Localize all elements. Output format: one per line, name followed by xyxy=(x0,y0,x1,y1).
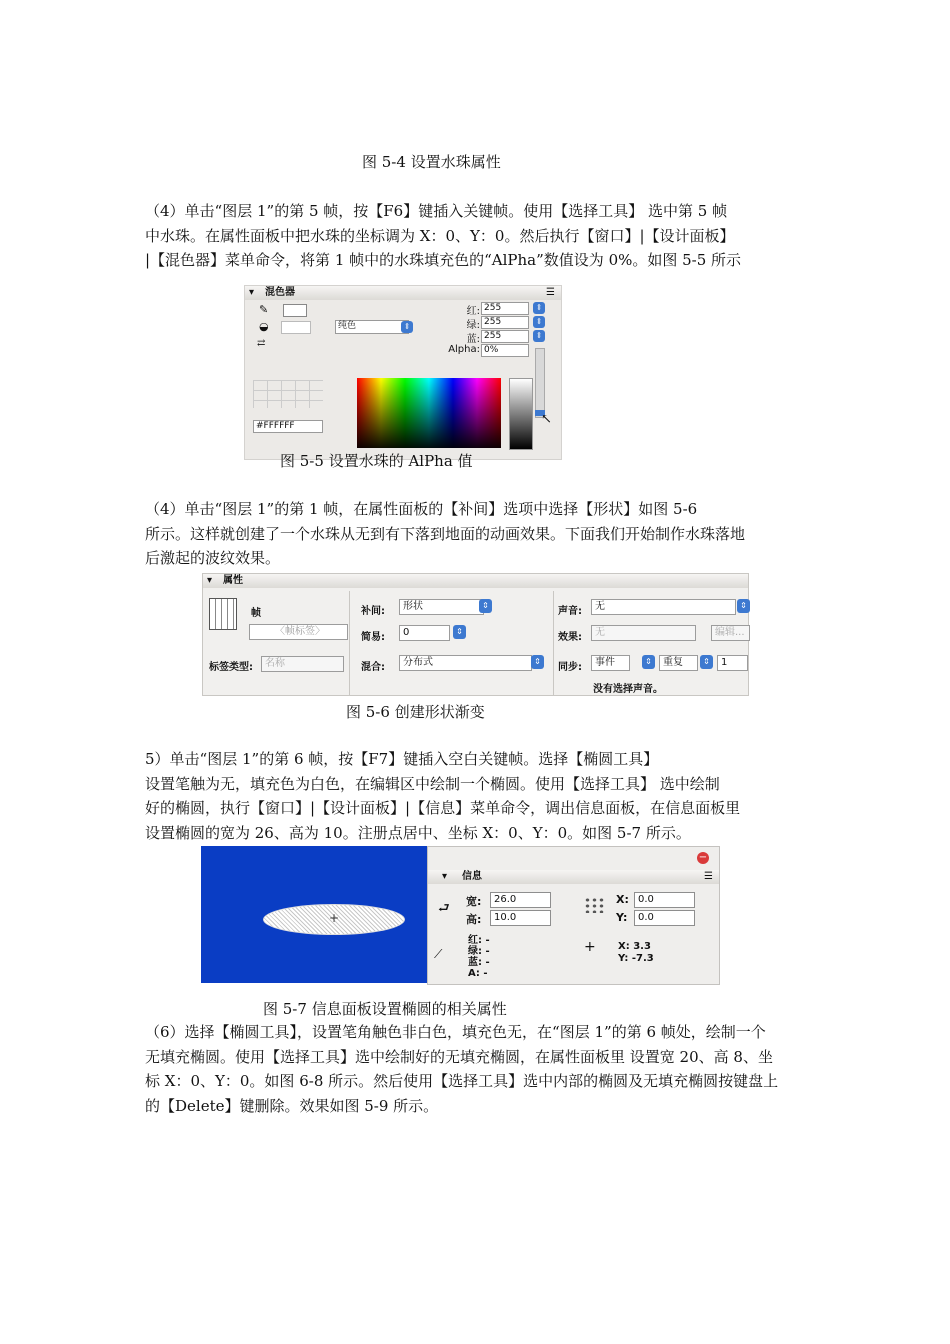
frame-label-input[interactable] xyxy=(249,624,348,640)
alpha-slider-track[interactable] xyxy=(535,348,545,418)
frame-label-placeholder: 〈帧标签〉 xyxy=(275,626,325,637)
y-label: Y: xyxy=(616,911,628,924)
paragraph-1 xyxy=(145,199,810,273)
divider xyxy=(349,591,350,695)
blue-label: 蓝: xyxy=(466,334,480,345)
panel-menu-icon[interactable]: ☰ xyxy=(546,287,555,298)
transform-icon: ⮐ xyxy=(438,901,450,916)
fill-type-spinner-icon[interactable]: ⇕ xyxy=(401,321,413,333)
info-title-bar xyxy=(428,870,719,884)
blend-select[interactable]: 分布式 xyxy=(399,655,532,671)
paragraph-line: 无填充椭圆。使用【选择工具】选中绘制好的无填充椭圆，在属性面板里 设置宽 20、高 8、坐 xyxy=(145,1047,773,1066)
crosshair-icon: + xyxy=(584,939,596,955)
registration-grid-icon[interactable] xyxy=(584,897,606,913)
mouse-cursor-icon: ↖ xyxy=(541,412,552,427)
pencil-icon[interactable]: ✎ xyxy=(259,303,269,316)
info-panel xyxy=(427,846,720,985)
cursor-x-readout: X: 3.3 xyxy=(618,941,651,952)
width-field[interactable]: 26.0 xyxy=(490,892,551,908)
paragraph-line: 标 X：0、Y：0。如图 6-8 所示。然后使用【选择工具】选中内部的椭圆及无填充椭圆按键盘上 xyxy=(145,1072,779,1090)
color-mixer-panel xyxy=(244,285,562,460)
collapse-arrow-icon[interactable]: ▾ xyxy=(249,287,255,298)
edit-button[interactable]: 编辑... xyxy=(711,625,750,641)
paragraph-line: 5）单击“图层 1”的第 6 帧，按【F7】键插入空白关键帧。选择【椭圆工具】 xyxy=(145,750,659,768)
label-type-select[interactable]: 名称 xyxy=(261,656,344,672)
ease-field[interactable]: 0 xyxy=(399,625,450,641)
effect-select[interactable]: 无 xyxy=(591,625,696,641)
registration-point-icon: + xyxy=(329,911,340,925)
caption-fig-5-5: 图 5-5 设置水珠的 AlPha 值 xyxy=(280,452,473,470)
collapse-arrow-icon[interactable]: ▾ xyxy=(207,575,213,586)
no-sound-text: 没有选择声音。 xyxy=(593,684,663,695)
paragraph-4 xyxy=(145,1020,810,1118)
sync-label: 同步: xyxy=(558,662,582,673)
paragraph-line: 后激起的波纹效果。 xyxy=(145,549,281,567)
tween-label: 补间: xyxy=(361,606,385,617)
fill-type-select[interactable] xyxy=(335,320,409,334)
paragraph-line: 设置笔触为无，填充色为白色，在编辑区中绘制一个椭圆。使用【选择工具】 选中绘制 xyxy=(145,774,720,793)
red-label: 红: xyxy=(466,306,480,317)
stage-canvas[interactable] xyxy=(201,846,427,983)
alpha-label: Alpha: xyxy=(448,344,480,355)
tween-select[interactable]: 形状 xyxy=(399,599,484,615)
caption-fig-5-6: 图 5-6 创建形状渐变 xyxy=(346,703,485,721)
red-spinner-icon[interactable]: ⇕ xyxy=(533,302,545,314)
sound-spinner-icon[interactable]: ⇕ xyxy=(737,599,750,613)
blend-spinner-icon[interactable]: ⇕ xyxy=(531,655,544,669)
paragraph-2 xyxy=(145,497,810,571)
height-label: 高: xyxy=(466,913,482,926)
eyedropper-icon: ⟋ xyxy=(434,947,443,961)
paragraph-line: |【混色器】菜单命令，将第 1 帧中的水珠填充色的“AlPha”数值设为 0%。如图 5-5 所示 xyxy=(145,251,742,269)
ease-spinner-icon[interactable]: ⇕ xyxy=(453,625,466,639)
tween-spinner-icon[interactable]: ⇕ xyxy=(479,599,492,613)
paragraph-line: （4）单击“图层 1”的第 5 帧，按【F6】键插入关键帧。使用【选择工具】 选中第 5 帧 xyxy=(145,202,728,220)
props-title-bar xyxy=(203,574,748,588)
fill-type-value: 纯色 xyxy=(338,321,357,331)
label-type-label: 标签类型: xyxy=(209,662,253,673)
x-label: X: xyxy=(616,893,629,906)
paragraph-line: 中水珠。在属性面板中把水珠的坐标调为 X：0、Y：0。然后执行【窗口】|【设计面板】 xyxy=(145,226,735,245)
blue-field[interactable]: 255 xyxy=(481,330,529,343)
props-title: 属性 xyxy=(223,575,243,586)
collapse-arrow-icon[interactable]: ▾ xyxy=(442,871,448,882)
width-label: 宽: xyxy=(466,895,482,908)
green-field[interactable]: 255 xyxy=(481,316,529,329)
height-field[interactable]: 10.0 xyxy=(490,910,551,926)
alpha-readout: A: - xyxy=(468,968,488,979)
hex-field[interactable]: #FFFFFF xyxy=(253,420,323,433)
sync-select[interactable]: 事件 xyxy=(591,655,630,671)
ease-label: 简易: xyxy=(361,632,385,643)
paragraph-line: 好的椭圆，执行【窗口】|【设计面板】|【信息】菜单命令，调出信息面板，在信息面板里 xyxy=(145,799,741,817)
paragraph-line: 设置椭圆的宽为 26、高为 10。注册点居中、坐标 X：0、Y：0。如图 5-7 所示。 xyxy=(145,823,691,842)
color-spectrum[interactable] xyxy=(357,378,501,448)
caption-fig-5-7: 图 5-7 信息面板设置椭圆的相关属性 xyxy=(263,1000,507,1018)
green-label: 绿: xyxy=(466,320,480,331)
sound-label: 声音: xyxy=(558,606,582,617)
bucket-icon[interactable]: ◒ xyxy=(259,320,269,333)
blue-readout: 蓝: - xyxy=(468,957,490,968)
frame-label: 帧 xyxy=(251,608,261,619)
paragraph-line: （4）单击“图层 1”的第 1 帧，在属性面板的【补间】选项中选择【形状】如图 5-6 xyxy=(145,500,698,518)
cursor-readout xyxy=(618,941,654,965)
alpha-field[interactable]: 0% xyxy=(481,344,529,357)
paragraph-3 xyxy=(145,747,810,845)
blue-spinner-icon[interactable]: ⇕ xyxy=(533,330,545,342)
paragraph-line: （6）选择【椭圆工具】，设置笔角触色非白色，填充色无，在“图层 1”的第 6 帧处，绘制一个 xyxy=(145,1023,766,1041)
x-field[interactable]: 0.0 xyxy=(634,892,695,908)
fill-color-swatch[interactable] xyxy=(281,321,311,334)
repeat-spinner-icon[interactable]: ⇕ xyxy=(700,655,713,669)
info-close-icon[interactable]: − xyxy=(698,852,708,863)
color-readout xyxy=(468,935,490,979)
panel-menu-icon[interactable]: ☰ xyxy=(704,871,713,882)
brightness-slider[interactable] xyxy=(509,378,533,450)
swatch-preview-grid xyxy=(253,380,323,408)
divider xyxy=(553,591,554,695)
properties-panel xyxy=(202,573,749,696)
caption-fig-5-4: 图 5-4 设置水珠属性 xyxy=(362,153,501,171)
stroke-color-swatch[interactable] xyxy=(283,304,307,317)
y-field[interactable]: 0.0 xyxy=(634,910,695,926)
green-spinner-icon[interactable]: ⇕ xyxy=(533,316,545,328)
green-readout: 绿: - xyxy=(468,946,490,957)
red-field[interactable]: 255 xyxy=(481,302,529,315)
swap-colors-icon[interactable]: ⇄ xyxy=(257,338,266,349)
mixer-title: 混色器 xyxy=(265,287,295,298)
red-readout: 红: - xyxy=(468,935,490,946)
sync-spinner-icon[interactable]: ⇕ xyxy=(642,655,655,669)
repeat-select[interactable]: 重复 xyxy=(659,655,698,671)
paragraph-line: 所示。这样就创建了一个水珠从无到有下落到地面的动画效果。下面我们开始制作水珠落地 xyxy=(145,524,746,543)
info-title: 信息 xyxy=(462,871,482,882)
blend-label: 混合: xyxy=(361,662,385,673)
sound-select[interactable]: 无 xyxy=(591,599,736,615)
repeat-count-field[interactable]: 1 xyxy=(717,655,748,671)
cursor-y-readout: Y: -7.3 xyxy=(618,953,654,964)
mixer-title-bar xyxy=(245,286,561,300)
effect-label: 效果: xyxy=(558,632,582,643)
frame-icon xyxy=(209,598,237,630)
paragraph-line: 的【Delete】键删除。效果如图 5-9 所示。 xyxy=(145,1096,439,1115)
